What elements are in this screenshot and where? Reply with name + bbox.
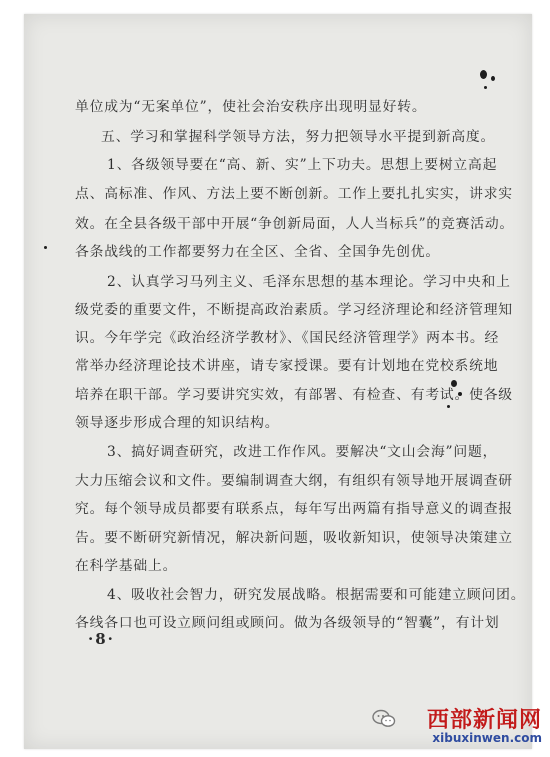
text-line: 各线各口也可设立顾问组或顾问。做为各级领导的“智囊”，有计划	[75, 615, 500, 631]
scan-speck	[480, 70, 487, 79]
text-line: 在科学基础上。	[75, 558, 178, 574]
text-line: 识。今年学完《政治经济学教材》、《国民经济管理学》两本书。经	[75, 330, 500, 346]
watermark-title: 西部新闻网	[426, 708, 542, 733]
text-line: 效。在全县各级干部中开展“争创新局面，人人当标兵”的竞赛活动。	[75, 216, 515, 232]
text-line: 究。每个领导成员都要有联系点，每年写出两篇有指导意义的调查报	[75, 501, 513, 517]
text-line: 常举办经济理论技术讲座，请专家授课。要有计划地在党校系统地	[75, 358, 499, 374]
text-line: 大力压缩会议和文件。要编制调查大纲，有组织有领导地开展调查研	[75, 473, 513, 489]
text-line: 2、认真学习马列主义、毛泽东思想的基本理论。学习中央和上	[107, 274, 511, 290]
text-line: 领导逐步形成合理的知识结构。	[75, 415, 280, 431]
scan-speck	[447, 405, 450, 408]
text-line: 1、各级领导要在“高、新、实”上下功夫。思想上要树立高起	[107, 157, 498, 173]
text-line: 级党委的重要文件，不断提高政治素质。学习经济理论和经济管理知	[75, 302, 513, 318]
wechat-icon	[372, 709, 396, 729]
text-line: 3、搞好调查研究，改进工作作风。要解决“文山会海”问题，	[107, 444, 498, 460]
page-number: ·8·	[88, 630, 115, 648]
scan-speck	[491, 76, 495, 81]
text-line: 点、高标准、作风、方法上要不断创新。工作上要扎扎实实，讲求实	[75, 186, 513, 202]
text-line: 告。要不断研究新情况，解决新问题，吸收新知识，使领导决策建立	[75, 530, 513, 546]
watermark-url: xibuxinwen.com	[432, 731, 542, 745]
text-line: 培养在职干部。学习要讲究实效，有部署、有检查、有考试。使各级	[75, 387, 513, 403]
section-heading: 五、学习和掌握科学领导方法，努力把领导水平提到新高度。	[101, 129, 496, 145]
text-line: 4、吸收社会智力，研究发展战略。根据需要和可能建立顾问团。	[107, 587, 526, 603]
scan-speck	[44, 246, 47, 249]
watermark	[372, 703, 542, 751]
text-line: 单位成为“无案单位”，使社会治安秩序出现明显好转。	[75, 99, 427, 115]
scan-speck	[484, 86, 487, 89]
text-line: 各条战线的工作都要努力在全区、全省、全国争先创优。	[75, 244, 440, 260]
